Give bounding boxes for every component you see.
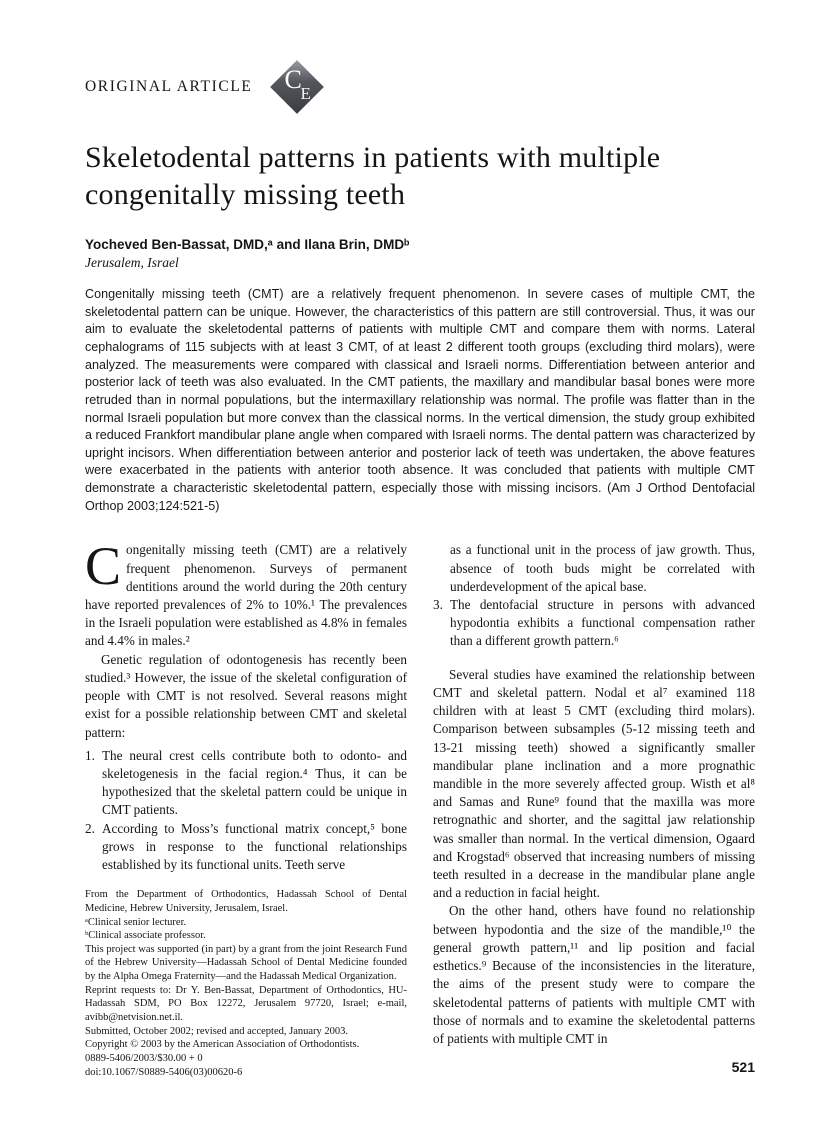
list-item — [433, 596, 755, 651]
header — [85, 58, 755, 116]
list-item-text: According to Moss’s functional matrix concept,⁵ bone grows in response to the functional relationships established by its functional units. Teeth serve — [102, 820, 407, 873]
footnote-line: doi:10.1067/S0889-5406(03)00620-6 — [85, 1066, 243, 1078]
right-column — [433, 541, 755, 1079]
ce-logo-icon — [268, 58, 326, 116]
intro-paragraph-text: ongenitally missing teeth (CMT) are a relatively frequent phenomenon. Surveys of permanent dentitions around the world during the 20th century have reported prevalences of 2% to 10%.¹ The prevalences in the Israeli population were established as 4.8% in females and 4.4% in males.² — [85, 542, 407, 649]
footnote-line: ᵃClinical senior lecturer. — [85, 916, 187, 928]
paragraph-on-the-other-hand: On the other hand, others have found no relationship between hypodontia and the size of the mandible,¹⁰ the general growth pattern,¹¹ and lip position and facial esthetics.⁹ Because of the inconsistencies in the literature, the aims of the present study were to compare the skeletodental patterns of patients with multiple CMT with those of normals and to examine the skeletodental patterns of patients with multiple CMT in — [433, 903, 755, 1046]
paragraph-genetic-regulation: Genetic regulation of odontogenesis has recently been studied.³ However, the issue of the skeletal configuration of people with CMT is not resolved. Several reasons might exist for a possible relationship between CMT and skeletal pattern: — [85, 651, 407, 740]
dropcap-letter: C — [85, 536, 122, 597]
list-item-number: 3. — [433, 596, 443, 612]
list-item-number: 2. — [85, 820, 95, 836]
list-item-number: 1. — [85, 747, 95, 763]
footnote-line: ᵇClinical associate professor. — [85, 930, 206, 942]
ce-logo-letter-e: E — [300, 84, 311, 103]
paragraph-several-studies: Several studies have examined the relationship between CMT and skeletal pattern. Nodal et al⁷ examined 118 children with at least 5 CMT (excluding third molars). Comparison between subsamples (5-12 missing teeth and 13-21 missing teeth) showed a significantly smaller mandibular plane inclination and a more prognathic mandible in the more severely affected group. Wisth et al⁸ and Samas and Rune⁹ found that the maxilla was more retrognathic and shorter, and the sagittal jaw relationship was smaller than normal. In the vertical dimension, Ogaard and Krogstad⁶ observed that increasing numbers of missing teeth resulted in a decrease in the mandibular plane angle and a reduction in facial height. — [433, 666, 755, 901]
numbered-list — [85, 747, 407, 875]
intro-paragraph — [85, 536, 407, 650]
article-title: Skeletodental patterns in patients with multiple congenitally missing teeth — [85, 141, 661, 211]
footnote-line: 0889-5406/2003/$30.00 + 0 — [85, 1052, 203, 1064]
footnote-line: From the Department of Orthodontics, Hadassah School of Dental Medicine, Hebrew University, Jerusalem, Israel. — [85, 889, 407, 914]
footnote-line: Reprint requests to: Dr Y. Ben-Bassat, Department of Orthodontics, HU-Hadassah SDM, PO Box 12272, Jerusalem 97720, Israel; e-mail, avibb@netvision.net.il. — [85, 984, 407, 1024]
spacer — [433, 651, 755, 666]
authors-line: Yocheved Ben-Bassat, DMD,ᵃ and Ilana Brin, DMDᵇ — [85, 237, 410, 253]
abstract-paragraph: Congenitally missing teeth (CMT) are a relatively frequent phenomenon. In severe cases of multiple CMT, the skeletodental pattern can be unique. However, the characteristics of this pattern are still controversial. Thus, it was our aim to evaluate the skeletodental patterns of patients with multiple CMT and compare them with norms. Lateral cephalograms of 115 subjects with at least 3 CMT, of at least 2 different tooth groups (excluding third molars), were analyzed. The measurements were compared with classical and Israeli norms. Differentiation between anterior and posterior lack of teeth was also evaluated. In the CMT patients, the maxillary and mandibular basal bones were more retruded than in normal populations, but the intermaxillary relationship was normal. The profile was flatter than in the normal Israeli population but more convex than the classical norms. In the vertical dimension, the study group exhibited a reduced Frankfort mandibular plane angle when compared with Israeli norms. The dental pattern was characterized by upright incisors. When differentiation between anterior and posterior lack of teeth was undertaken, the above features were exacerbated in the patients with anterior tooth absence. It was concluded that patients with multiple CMT demonstrate a characteristic skeletodental pattern, especially those with missing incisors. (Am J Orthod Dentofacial Orthop 2003;124:521-5) — [85, 287, 755, 513]
authors-location: Jerusalem, Israel — [85, 255, 179, 271]
footnote-line: This project was supported (in part) by a grant from the joint Research Fund of the Hebrew University—Hadassah School of Dental Medicine founded by the Alpha Omega Fraternity—and the Hadassah Medical Organization. — [85, 943, 407, 983]
list-item-continuation: as a functional unit in the process of jaw growth. Thus, absence of tooth buds might be correlated with underdevelopment of the apical base. — [450, 542, 755, 594]
ce-logo-letter-c: C — [284, 65, 302, 94]
list-item-text: The neural crest cells contribute both to odonto- and skeletogenesis in the facial region.⁴ Thus, it can be hypothesized that the skeletal pattern could be unique in CMT patients. — [102, 747, 407, 818]
list-item-text: The dentofacial structure in persons with advanced hypodontia exhibits a functional compensation rather than a different growth pattern.⁶ — [450, 596, 755, 649]
footnote-line: Submitted, October 2002; revised and accepted, January 2003. — [85, 1025, 349, 1037]
body-columns — [85, 536, 755, 1079]
footnotes-block — [85, 888, 407, 1079]
footnote-line: Copyright © 2003 by the American Association of Orthodontists. — [85, 1039, 360, 1051]
list-item — [85, 820, 407, 875]
list-item — [85, 747, 407, 820]
page-number: 521 — [731, 1059, 755, 1075]
article-type-label: ORIGINAL ARTICLE — [85, 78, 253, 95]
left-column — [85, 536, 407, 1079]
